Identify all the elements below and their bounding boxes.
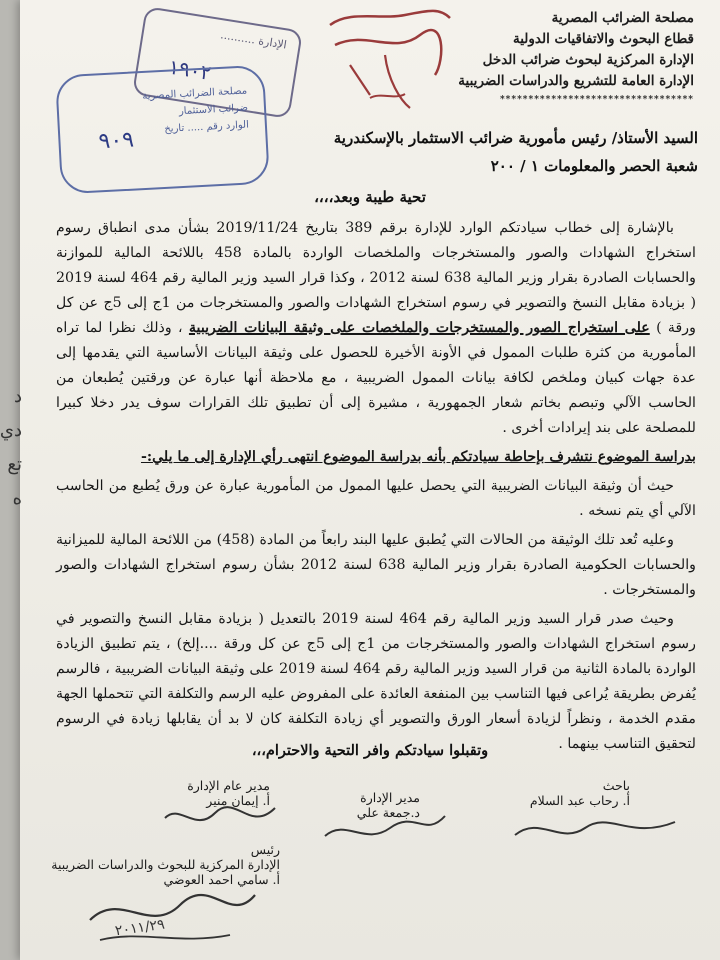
paragraph-1-part-b: ، وذلك نظرا لما تراه المأمورية من كثرة طلبات الممول في الأونة الأخيرة للحصول على وثيقة البيانات الأساسية التي يقدمها إلى عدة جهات كبيان وملخص لكافة بيانات الممول الضريبية ، مع ملاحظة أنها عبارة عن ورقتين يُطبعان من الحاسب الآلي وتبصم بخاتم شعار الجمهورية ، مشيرة إلى أن تطبيق تلك القرارات سوف يدر دخلا كبيرا للمصلحة على بند إيرادات أخرى . <box>56 320 696 436</box>
researcher-name: أ. رحاب عبد السلام <box>529 793 630 808</box>
stamp-rect-number: ١٩٠٢ <box>166 54 214 86</box>
letter-body <box>56 216 696 761</box>
stamp-rect-text: الإدارة .......... <box>219 28 288 52</box>
addressee-block <box>138 124 698 180</box>
head-role: رئيس <box>250 842 280 857</box>
stamp-oval-number: ٩٠٩ <box>97 127 135 155</box>
adjacent-page-edge <box>0 380 22 516</box>
general-manager-name: أ. إيمان منير <box>206 793 270 808</box>
letterhead-line-1: مصلحة الضرائب المصرية <box>551 10 694 26</box>
general-manager-signature-scribble <box>160 798 280 838</box>
letterhead-line-2: قطاع البحوث والاتفاقيات الدولية <box>512 31 694 47</box>
researcher-role: باحث <box>602 778 630 793</box>
edge-mark-2: دي <box>0 420 22 441</box>
letter-page <box>20 0 720 960</box>
paragraph-3: وعليه تُعد تلك الوثيقة من الحالات التي يُطبق عليها البند رابعاً من المادة (458) من اللائحة المالية للميزانية والحسابات الحكومية الصادرة بقرار وزير المالية 638 لسنة 2012 بشأن رسوم استخراج الشهادات والصور والمستخرجات . <box>56 532 696 598</box>
researcher-signature-scribble <box>510 810 680 850</box>
closing-line: وتقبلوا سيادتكم وافر التحية والاحترام،،، <box>251 742 489 759</box>
separator-stars: ********************************** <box>499 95 694 105</box>
study-intro: بدراسة الموضوع نتشرف بإحاطة سيادتكم بأنه بدراسة الموضوع انتهى رأي الإدارة إلى ما يلي:- <box>140 449 696 465</box>
manager-signature-scribble <box>320 808 450 848</box>
greeting: تحية طيبة وبعد،،،، <box>314 188 426 206</box>
letterhead-line-3: الإدارة المركزية لبحوث ضرائب الدخل <box>482 52 694 68</box>
paragraph-1-part-a: بالإشارة إلى خطاب سيادتكم الوارد للإدارة برقم 389 بتاريخ 2019/11/24 بشأن مدى انطباق رسوم استخراج الشهادات والصور والمستخرجات والملخصات الواردة بالمادة 458 باللائحة المالية للموازنة والحسابات الصادرة بقرار وزير المالية 638 لسنة 2012 ، وكذا قرار السيد وزير المالية رقم 464 لسنة 2019 ( بزيادة مقابل النسخ والتصوير في رسوم استخراج الشهادات والصور والمستخرجات من 1ج إلى 5ج عن كل ورقة ) <box>56 220 697 336</box>
stamp-oval-line-1: مصلحة الضرائب المصرية <box>142 85 248 102</box>
addressee-line-1: السيد الأستاذ/ رئيس مأمورية ضرائب الاستثمار بالإسكندرية <box>333 129 698 147</box>
letterhead <box>434 8 694 106</box>
head-department: الإدارة المركزية للبحوث والدراسات الضريبية <box>51 857 280 872</box>
letterhead-line-4: الإدارة العامة للتشريع والدراسات الضريبية <box>458 73 694 89</box>
stamp-oval-line-2: ضرائب الاستثمار <box>178 102 249 118</box>
head-signature-scribble <box>80 880 260 950</box>
handwritten-note-signature <box>310 0 460 120</box>
edge-mark-1: د <box>13 386 22 407</box>
manager-name: د.جمعة علي <box>356 805 420 820</box>
head-name: أ. سامي احمد العوضي <box>163 872 280 887</box>
stamp-oval-line-3: الوارد رقم ..... تاريخ <box>164 119 250 135</box>
handwritten-date: ٢٠١١/٢٩ <box>114 916 166 940</box>
edge-mark-4: ه <box>12 488 22 509</box>
signature-researcher <box>480 778 630 808</box>
paragraph-1-underlined: على استخراج الصور والمستخرجات والملخصات على وثيقة البيانات الضريبية <box>188 320 650 336</box>
paragraph-2: حيث أن وثيقة البيانات الضريبية التي يحصل عليها الممول من المأمورية عبارة عن ورق يُطبع من الحاسب الآلي أي يتم نسخه . <box>56 478 696 519</box>
paragraph-4: وحيث صدر قرار السيد وزير المالية رقم 464 لسنة 2019 بالتعديل ( بزيادة مقابل النسخ والتصوير في رسوم استخراج الشهادات والصور والمستخرجات من 1ج إلى 5ج عن كل ورقة ....إلخ) ، يتم تطبيق الزيادة الواردة بالمادة الثانية من قرار السيد وزير المالية رقم 464 لسنة 2019 على وثيقة البيانات الضريبية ، فالرسم يُفرض بطريقة يُراعى فيها التناسب بين المنفعة العائدة على المفروض عليه الرسم والتكلفة التي تتحملها الجهة مقدم الخدمة ، ونظراً لزيادة أسعار الورق والتصوير أي زيادة التكلفة كان لا بد أن يقابلها زيادة في الرسوم لتحقيق التناسب بينهما . <box>56 611 696 752</box>
manager-role: مدير الإدارة <box>360 790 420 805</box>
general-manager-role: مدير عام الإدارة <box>187 778 270 793</box>
edge-mark-3: تع <box>7 454 22 475</box>
addressee-line-2: شعبة الحصر والمعلومات ١ / ٢٠٠ <box>490 157 698 175</box>
paragraph-1 <box>56 216 696 441</box>
